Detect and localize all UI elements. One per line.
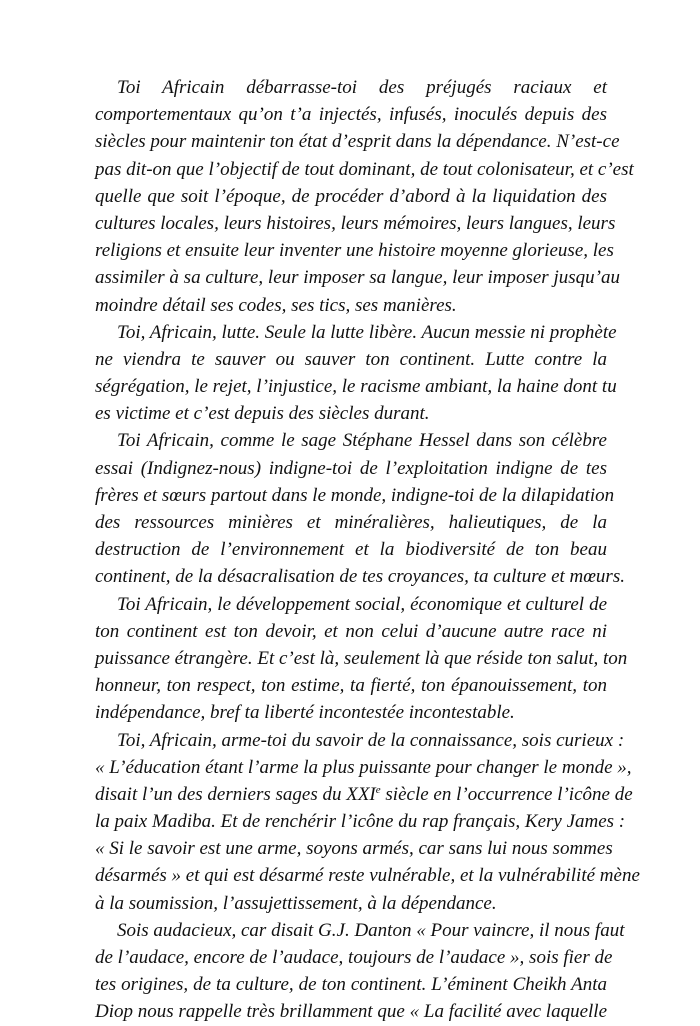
text-fragment: disait l’un des derniers sages du XXI — [95, 783, 376, 805]
paragraph-3 — [95, 427, 625, 590]
superscript: e — [375, 783, 381, 796]
text-line: essai (Indignez-nous) indigne-toi de l’exploitation indigne de tes — [95, 457, 607, 479]
text-line: « L’éducation étant l’arme la plus puissante pour changer le monde », — [95, 756, 632, 778]
paragraph-2 — [95, 319, 617, 428]
text-line: moindre détail ses codes, ses tics, ses manières. — [95, 294, 457, 316]
text-line: des ressources minières et minéralières, halieutiques, de la — [95, 512, 607, 533]
text-line: Toi, Africain, lutte. Seule la lutte libère. Aucun messie ni prophète — [117, 321, 617, 343]
text-line: désarmés » et qui est désarmé reste vulnérable, et la vulnérabilité mène — [95, 865, 640, 887]
text-line: Toi Africain, le développement social, économique et culturel de — [117, 593, 607, 615]
text-line-with-superscript — [95, 781, 633, 808]
text-line: « Si le savoir est une arme, soyons armés, car sans lui nous sommes — [95, 838, 613, 860]
text-line: religions et ensuite leur inventer une histoire moyenne glorieuse, les — [95, 240, 614, 262]
text-line: indépendance, bref ta liberté incontestée incontestable. — [95, 702, 515, 724]
paragraph-4 — [95, 591, 628, 727]
text-line: comportementaux qu’on t’a injectés, infusés, inoculés depuis des — [95, 104, 607, 126]
text-line: la paix Madiba. Et de renchérir l’icône du rap français, Kery James : — [95, 811, 626, 833]
text-line: ségrégation, le rejet, l’injustice, le racisme ambiant, la haine dont tu — [95, 376, 617, 398]
text-line: tes origines, de ta culture, de ton continent. L’éminent Cheikh Anta — [95, 974, 607, 996]
text-line: quelle que soit l’époque, de procéder d’abord à la liquidation des — [95, 185, 607, 207]
text-line: es victime et c’est depuis des siècles durant. — [95, 403, 430, 425]
text-line: ton continent est ton devoir, et non celui d’aucune autre race ni — [95, 620, 607, 642]
text-line: cultures locales, leurs histoires, leurs mémoires, leurs langues, leurs — [95, 212, 616, 234]
text-line: Sois audacieux, car disait G.J. Danton « Pour vaincre, il nous faut — [117, 919, 625, 941]
text-line: puissance étrangère. Et c’est là, seulement là que réside ton salut, ton — [95, 647, 628, 669]
text-line: honneur, ton respect, ton estime, ta fierté, ton épanouissement, ton — [95, 675, 607, 697]
paragraph-5 — [95, 727, 640, 917]
text-fragment: siècle en l’occurrence l’icône de — [380, 783, 633, 805]
text-line: Toi, Africain, arme-toi du savoir de la connaissance, sois curieux : — [117, 729, 625, 751]
text-line: Diop nous rappelle très brillamment que « La facilité avec laquelle — [95, 1001, 607, 1023]
paragraph-1 — [95, 74, 634, 319]
text-line: Toi Africain débarrasse-toi des préjugés raciaux et — [117, 77, 607, 98]
text-line: siècles pour maintenir ton état d’esprit dans la dépendance. N’est-ce — [95, 131, 620, 153]
text-line: à la soumission, l’assujettissement, à la dépendance. — [95, 892, 497, 914]
text-line: de l’audace, encore de l’audace, toujours de l’audace », sois fier de — [95, 947, 613, 968]
text-line: assimiler à sa culture, leur imposer sa langue, leur imposer jusqu’au — [95, 267, 620, 289]
paragraph-6 — [95, 917, 625, 1026]
text-line: continent, de la désacralisation de tes croyances, ta culture et mœurs. — [95, 566, 625, 588]
text-line: frères et sœurs partout dans le monde, indigne-toi de la dilapidation — [95, 484, 615, 506]
text-line: Toi Africain, comme le sage Stéphane Hessel dans son célèbre — [117, 430, 607, 452]
text-line: ne viendra te sauver ou sauver ton continent. Lutte contre la — [95, 348, 607, 370]
text-line: pas dit-on que l’objectif de tout dominant, de tout colonisateur, et c’est — [95, 158, 634, 180]
body-text — [95, 74, 640, 1026]
text-line: destruction de l’environnement et la biodiversité de ton beau — [95, 539, 607, 561]
